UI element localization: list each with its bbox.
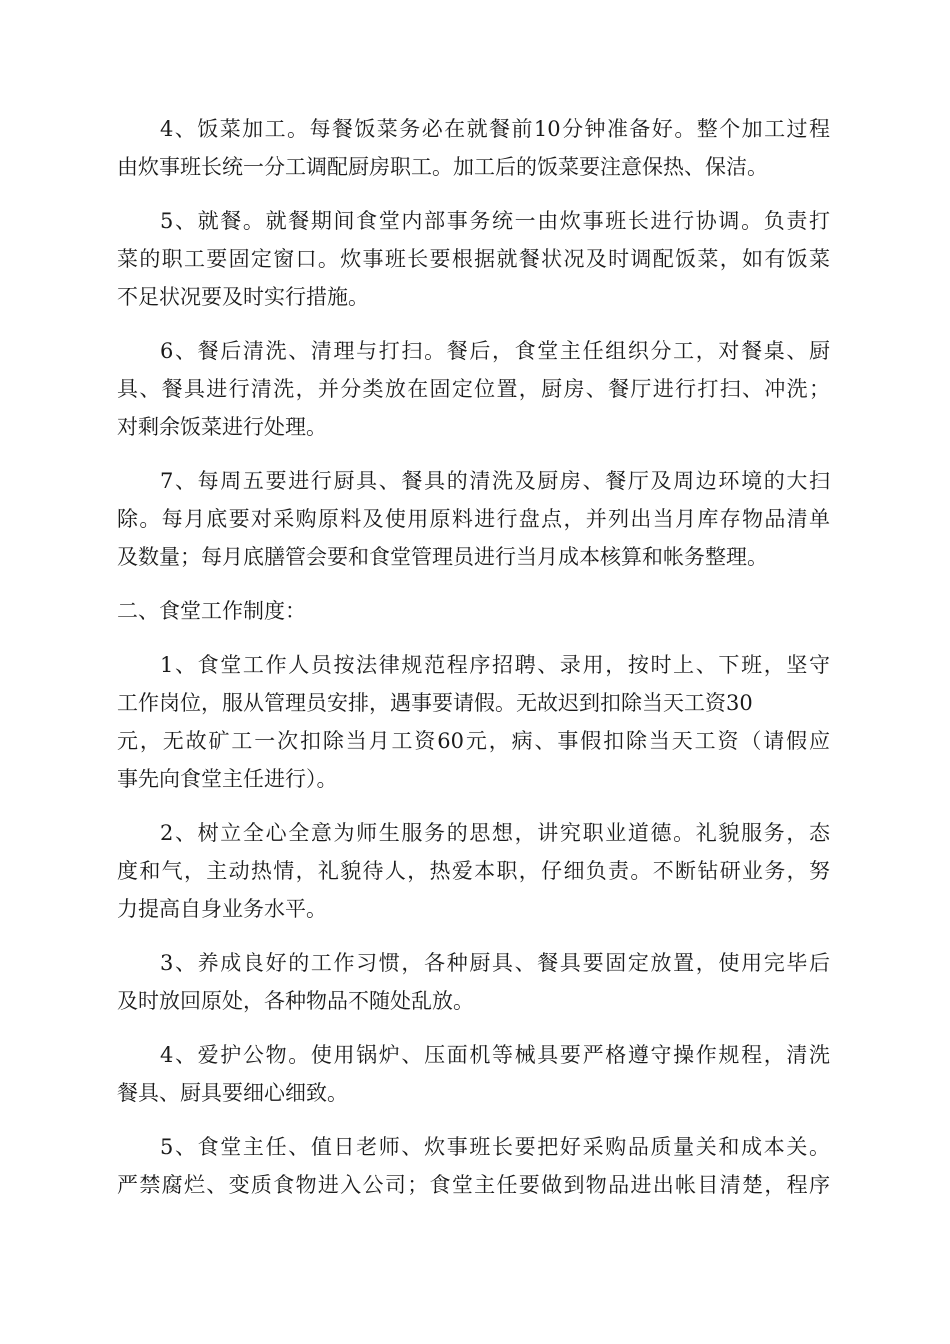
rule-2-service-line-3: 力提高自身业务水平。 bbox=[117, 897, 327, 921]
para-5-dining-line-2: 菜的职工要固定窗口。炊事班长要根据就餐状况及时调配饭菜，如有饭菜 bbox=[117, 247, 830, 271]
para-6-cleaning-line-3: 对剩余饭菜进行处理。 bbox=[117, 415, 327, 439]
para-7-weekly-cleaning-line-3: 及数量；每月底膳管会要和食堂管理员进行当月成本核算和帐务整理。 bbox=[117, 545, 768, 569]
rule-4-property-line-1: 4、爱护公物。使用锅炉、压面机等械具要严格遵守操作规程，清洗 bbox=[160, 1043, 830, 1067]
rule-3-habits-line-2: 及时放回原处，各种物品不随处乱放。 bbox=[117, 989, 474, 1013]
para-7-weekly-cleaning-line-1: 7、每周五要进行厨具、餐具的清洗及厨房、餐厅及周边环境的大扫 bbox=[160, 469, 830, 493]
para-4-food-processing-line-2: 由炊事班长统一分工调配厨房职工。加工后的饭菜要注意保热、保洁。 bbox=[117, 155, 768, 179]
para-7-weekly-cleaning-line-2: 除。每月底要对采购原料及使用原料进行盘点，并列出当月库存物品清单 bbox=[117, 507, 830, 531]
rule-5-procurement-line-1: 5、食堂主任、值日老师、炊事班长要把好采购品质量关和成本关。 bbox=[160, 1135, 830, 1159]
rule-1-staff-line-2: 工作岗位，服从管理员安排，遇事要请假。无故迟到扣除当天工资30 bbox=[117, 691, 753, 715]
para-4-food-processing-line-1: 4、饭菜加工。每餐饭菜务必在就餐前10分钟准备好。整个加工过程 bbox=[160, 117, 830, 141]
rule-1-staff-line-4: 事先向食堂主任进行）。 bbox=[117, 767, 338, 791]
para-5-dining-line-1: 5、就餐。就餐期间食堂内部事务统一由炊事班长进行协调。负责打 bbox=[160, 209, 830, 233]
rule-2-service-line-1: 2、树立全心全意为师生服务的思想，讲究职业道德。礼貌服务，态 bbox=[160, 821, 830, 845]
rule-1-staff-line-1: 1、食堂工作人员按法律规范程序招聘、录用，按时上、下班，坚守 bbox=[160, 653, 830, 677]
rule-3-habits-line-1: 3、养成良好的工作习惯，各种厨具、餐具要固定放置，使用完毕后 bbox=[160, 951, 830, 975]
para-6-cleaning-line-2: 具、餐具进行清洗，并分类放在固定位置，厨房、餐厅进行打扫、冲洗； bbox=[117, 377, 830, 401]
para-5-dining-line-3: 不足状况要及时实行措施。 bbox=[117, 285, 369, 309]
para-6-cleaning-line-1: 6、餐后清洗、清理与打扫。餐后，食堂主任组织分工，对餐桌、厨 bbox=[160, 339, 830, 363]
rule-1-staff-line-3: 元，无故矿工一次扣除当月工资60元，病、事假扣除当天工资（请假应 bbox=[117, 729, 830, 753]
rule-2-service-line-2: 度和气，主动热情，礼貌待人，热爱本职，仔细负责。不断钻研业务，努 bbox=[117, 859, 830, 883]
rule-4-property-line-2: 餐具、厨具要细心细致。 bbox=[117, 1081, 348, 1105]
section-heading-canteen-rules: 二、食堂工作制度： bbox=[117, 599, 306, 623]
rule-5-procurement-line-2: 严禁腐烂、变质食物进入公司；食堂主任要做到物品进出帐目清楚，程序 bbox=[117, 1173, 830, 1197]
